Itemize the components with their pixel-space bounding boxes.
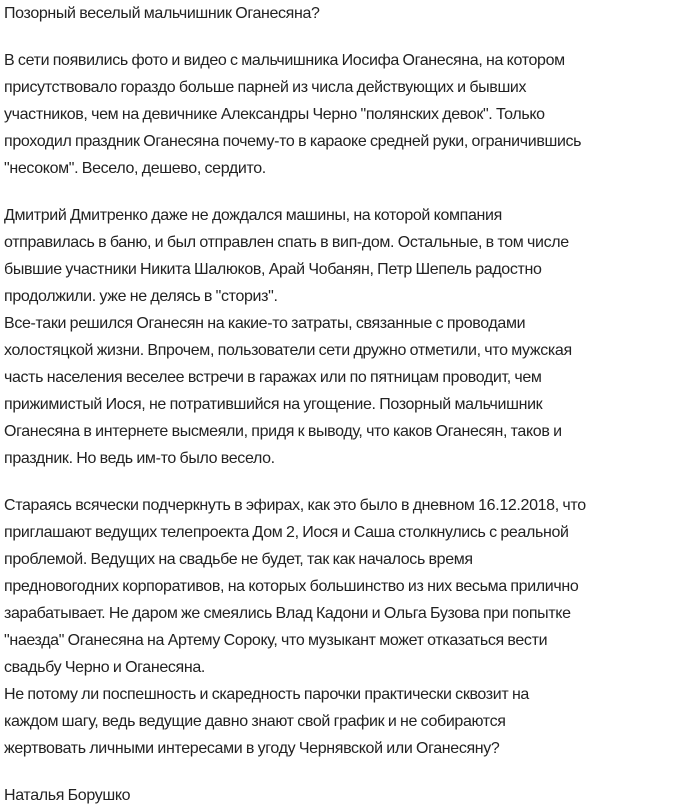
text-line: отправилась в баню, и был отправлен спать в вип-дом. Остальные, в том числе bbox=[4, 234, 569, 251]
text-line: "наезда" Оганесяна на Артему Сороку, что музыкант может отказаться вести bbox=[4, 632, 548, 649]
text-line: зарабатывает. Не даром же смеялись Влад Кадони и Ольга Бузова при попытке bbox=[4, 605, 571, 622]
text-line: Не потому ли поспешность и скаредность парочки практически сквозит на bbox=[4, 686, 529, 703]
spacer bbox=[4, 472, 699, 492]
text-line: Все-таки решился Оганесян на какие-то затраты, связанные с проводами bbox=[4, 315, 526, 332]
spacer bbox=[4, 182, 699, 202]
text-line: часть населения веселее встречи в гаражах или по пятницам проводит, чем bbox=[4, 369, 542, 386]
spacer bbox=[4, 762, 699, 782]
text-line: В сети появились фото и видео с мальчишника Иосифа Оганесяна, на котором bbox=[4, 52, 565, 69]
text-line: Стараясь всячески подчеркнуть в эфирах, как это было в дневном 16.12.2018, что bbox=[4, 497, 586, 514]
text-line: "несоком". Весело, дешево, сердито. bbox=[4, 160, 266, 177]
paragraph-2 bbox=[4, 202, 699, 472]
text-line: присутствовало гораздо больше парней из числа действующих и бывших bbox=[4, 79, 527, 96]
text-line: холостяцкой жизни. Впрочем, пользователи сети дружно отметили, что мужская bbox=[4, 342, 572, 359]
text-line: проходил праздник Оганесяна почему-то в караоке средней руки, ограничившись bbox=[4, 133, 582, 150]
article-title: Позорный веселый мальчишник Оганесяна? bbox=[4, 5, 320, 22]
text-line: предновогодних корпоративов, на которых большинство из них весьма прилично bbox=[4, 578, 579, 595]
text-line: прижимистый Иося, не потратившийся на угощение. Позорный мальчишник bbox=[4, 396, 543, 413]
text-line: участников, чем на девичнике Александры Черно "полянских девок". Только bbox=[4, 106, 545, 123]
text-line: бывшие участники Никита Шалюков, Арай Чобанян, Петр Шепель радостно bbox=[4, 261, 542, 278]
text-line: Дмитрий Дмитренко даже не дождался машины, на которой компания bbox=[4, 207, 502, 224]
author-signature: Наталья Борушко bbox=[4, 787, 131, 804]
text-line: праздник. Но ведь им-то было весело. bbox=[4, 450, 275, 467]
text-line: проблемой. Ведущих на свадьбе не будет, так как началось время bbox=[4, 551, 473, 568]
text-line: приглашают ведущих телепроекта Дом 2, Иося и Саша столкнулись с реальной bbox=[4, 524, 569, 541]
text-line: свадьбу Черно и Оганесяна. bbox=[4, 659, 205, 676]
text-line: жертвовать личными интересами в угоду Чернявской или Оганесяну? bbox=[4, 740, 500, 757]
text-line: Оганесяна в интернете высмеяли, придя к выводу, что каков Оганесян, таков и bbox=[4, 423, 562, 440]
text-line: каждом шагу, ведь ведущие давно знают свой график и не собираются bbox=[4, 713, 506, 730]
spacer bbox=[4, 27, 699, 47]
paragraph-3 bbox=[4, 492, 699, 762]
paragraph-1 bbox=[4, 47, 699, 182]
text-line: продолжили. уже не делясь в "сториз". bbox=[4, 288, 278, 305]
